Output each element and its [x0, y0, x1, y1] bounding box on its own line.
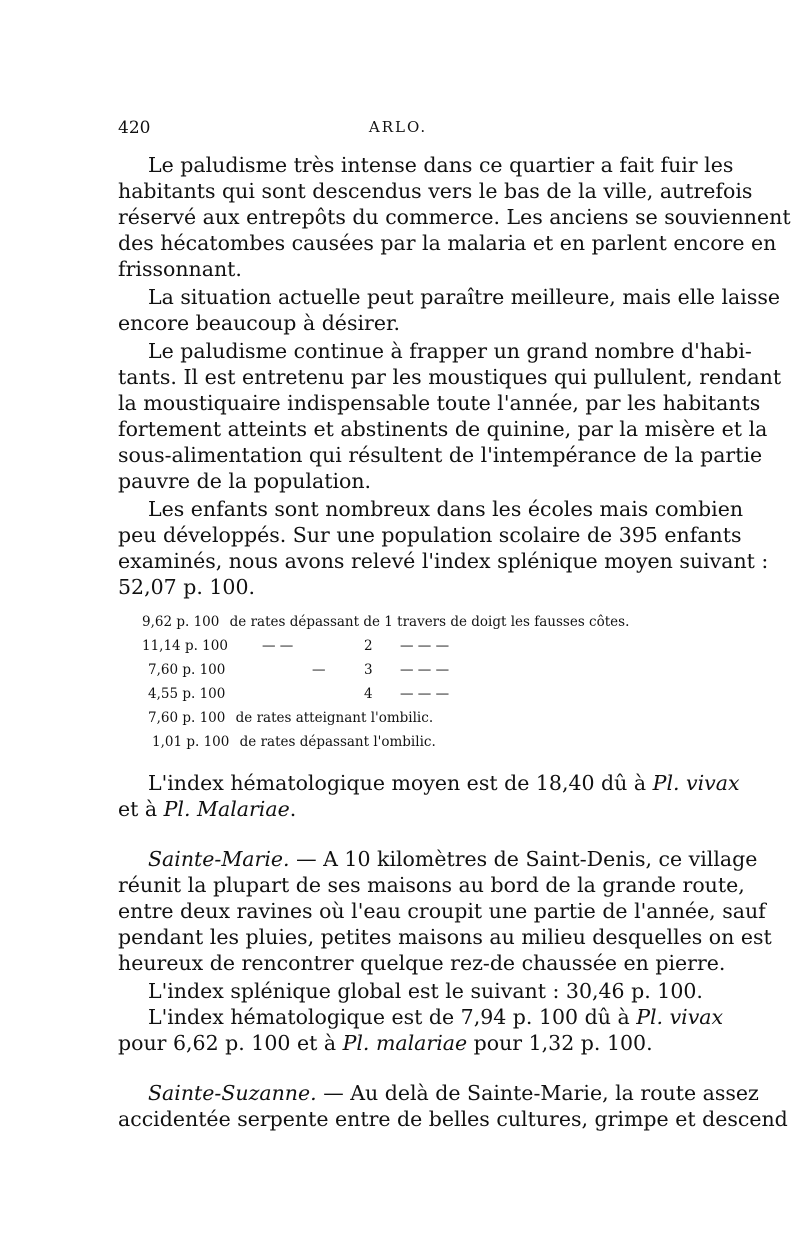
text-line: pendant les pluies, petites maisons au milieu desquelles on est	[118, 925, 772, 949]
table-row	[142, 636, 682, 656]
text-line: tants. Il est entretenu par les moustiques qui pullulent, rendant	[118, 365, 782, 389]
text-line: encore beaucoup à désirer.	[118, 311, 401, 335]
table-row	[148, 708, 433, 728]
text-line: des hécatombes causées par la malaria et en parlent encore en	[118, 231, 777, 255]
row-value: 7,60 p. 100	[148, 662, 226, 678]
page-number: 420	[118, 118, 151, 138]
row-value: 9,62 p. 100	[142, 614, 220, 630]
row-ditto: — — —	[400, 686, 450, 702]
text-line: L'index hématologique est de 7,94 p. 100 dû à Pl. vivax	[148, 1005, 724, 1029]
section-title: Sainte-Marie.	[148, 847, 290, 871]
text-line: la moustiquaire indispensable toute l'année, par les habitants	[118, 391, 761, 415]
section-sainte-suzanne-first-line	[148, 1080, 759, 1106]
text-line: accidentée serpente entre de belles cultures, grimpe et descend	[118, 1107, 788, 1131]
row-dashes: —	[312, 662, 326, 678]
text-line	[118, 796, 680, 822]
text-line: La situation actuelle peut paraître meilleure, mais elle laisse	[148, 285, 780, 309]
row-ditto: — — —	[400, 638, 450, 654]
text-line: examinés, nous avons relevé l'index splénique moyen suivant :	[118, 549, 769, 573]
row-value: 7,60 p. 100	[148, 710, 226, 726]
section-text: — A 10 kilomètres de Saint-Denis, ce village	[296, 847, 758, 871]
table-row	[148, 684, 682, 704]
section-sainte-marie-first-line	[148, 846, 758, 872]
row-text: de rates dépassant de 1 travers de doigt les fausses côtes.	[229, 614, 630, 630]
row-value: 4,55 p. 100	[148, 686, 226, 702]
text-line: réservé aux entrepôts du commerce. Les anciens se souviennent	[118, 205, 791, 229]
table-row	[142, 612, 629, 632]
text-line: pour 6,62 p. 100 et à Pl. malariae pour 1,32 p. 100.	[118, 1031, 653, 1055]
text-line: Le paludisme continue à frapper un grand nombre d'habi-	[148, 339, 752, 363]
text-line: peu développés. Sur une population scolaire de 395 enfants	[118, 523, 742, 547]
row-dashes: — —	[262, 638, 294, 654]
text-line: habitants qui sont descendus vers le bas de la ville, autrefois	[118, 179, 753, 203]
row-number: 3	[364, 662, 373, 678]
text-line: L'index hématologique moyen est de 18,40 dû à Pl. vivax	[148, 771, 740, 795]
page-header	[118, 118, 678, 142]
text-line: pauvre de la population.	[118, 469, 372, 493]
table-row	[152, 732, 436, 752]
row-text: de rates atteignant l'ombilic.	[235, 710, 434, 726]
text-line: Le paludisme très intense dans ce quartier a fait fuir les	[148, 153, 734, 177]
running-head: ARLO.	[368, 118, 428, 136]
text-line: fortement atteints et abstinents de quinine, par la misère et la	[118, 417, 768, 441]
row-value: 11,14 p. 100	[142, 638, 228, 654]
section-title: Sainte-Suzanne.	[148, 1081, 317, 1105]
text-line: 52,07 p. 100.	[118, 575, 256, 599]
text-line: sous-alimentation qui résultent de l'intempérance de la partie	[118, 443, 763, 467]
text-line: L'index splénique global est le suivant : 30,46 p. 100.	[148, 979, 703, 1003]
section-text: — Au delà de Sainte-Marie, la route assez	[323, 1081, 759, 1105]
text-line: réunit la plupart de ses maisons au bord de la grande route,	[118, 873, 745, 897]
row-value: 1,01 p. 100	[152, 734, 230, 750]
text-line: heureux de rencontrer quelque rez-de chaussée en pierre.	[118, 951, 726, 975]
text-line: frissonnant.	[118, 257, 242, 281]
text-line: Les enfants sont nombreux dans les écoles mais combien	[148, 497, 744, 521]
row-number: 2	[364, 638, 373, 654]
row-text: de rates dépassant l'ombilic.	[239, 734, 436, 750]
row-number: 4	[364, 686, 373, 702]
row-ditto: — — —	[400, 662, 450, 678]
table-row	[148, 660, 682, 680]
hemato-line-2: et à Pl. Malariae.	[118, 797, 297, 821]
text-line: entre deux ravines où l'eau croupit une partie de l'année, sauf	[118, 899, 766, 923]
